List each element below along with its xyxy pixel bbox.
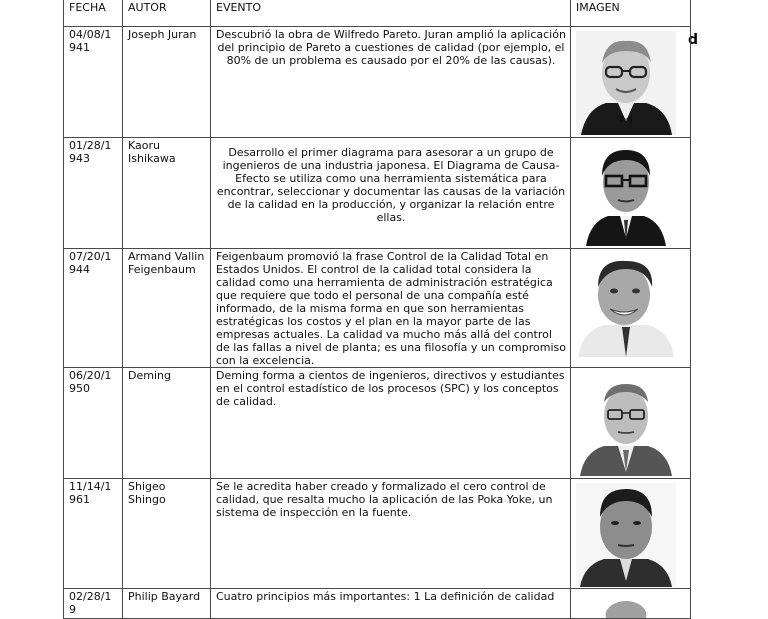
juran-photo [575,31,677,135]
header-image: IMAGEN [571,0,691,27]
table-row [64,589,691,619]
quality-history-table [63,0,691,619]
row-date: 11/14/1961 [64,479,123,589]
table-row [64,479,691,589]
row-event: Descubrió la obra de Wilfredo Pareto. Juran amplió la aplicación del principio de Pareto a cuestiones de calidad (por ejemplo, el 80% de un problema es causado por el 20% de las causas). [211,27,571,138]
ishikawa-photo [575,142,677,246]
feigenbaum-photo [575,253,677,357]
header-author: AUTOR [123,0,211,27]
row-author: Kaoru Ishikawa [123,138,211,249]
row-author: Deming [123,368,211,479]
row-date: 07/20/1944 [64,249,123,368]
row-date: 04/08/1941 [64,27,123,138]
table-header-row [64,0,691,27]
row-date: 01/28/1943 [64,138,123,249]
row-date: 06/20/1950 [64,368,123,479]
row-image-cell [571,138,691,249]
table-row [64,138,691,249]
row-image-cell [571,368,691,479]
table-row [64,249,691,368]
row-author: Shigeo Shingo [123,479,211,589]
header-event: EVENTO [211,0,571,27]
row-event: Deming forma a cientos de ingenieros, directivos y estudiantes en el control estadístico de los procesos (SPC) y los conceptos de calidad. [211,368,571,479]
row-date: 02/28/19 [64,589,123,619]
row-image-cell [571,27,691,138]
header-date: FECHA [64,0,123,27]
row-event: Feigenbaum promovió la frase Control de la Calidad Total en Estados Unidos. El control de la calidad total considera la calidad como una herramienta de administración estratégica que requiere que todo el personal de una compañía esté informado, de la misma forma en que son herramientas estratégicas los costos y el plan en la mayor parte de las empresas actuales. La calidad va mucho más allá del control de las fallas a nivel de planta; es una filosofía y un compromiso con la excelencia. [211,249,571,368]
row-image-cell [571,249,691,368]
row-event: Se le acredita haber creado y formalizado el cero control de calidad, que resalta mucho la aplicación de las Poka Yoke, un sistema de inspección en la fuente. [211,479,571,589]
table-row [64,27,691,138]
row-author: Armand Vallin Feigenbaum [123,249,211,368]
crosby-photo [575,593,677,619]
table-row [64,368,691,479]
row-author: Philip Bayard [123,589,211,619]
row-event: Cuatro principios más importantes: 1 La definición de calidad [211,589,571,619]
row-image-cell [571,479,691,589]
row-event: Desarrollo el primer diagrama para asesorar a un grupo de ingenieros de una industria japonesa. El Diagrama de Causa-Efecto se utiliza como una herramienta sistemática para encontrar, seleccionar y documentar las causas de la variación de la calidad en la producción, y organizar la relación entre ellas. [211,138,571,249]
shingo-photo [575,483,677,587]
row-author: Joseph Juran [123,27,211,138]
row-image-cell [571,589,691,619]
cut-off-heading-fragment: d [688,32,699,48]
deming-photo [575,372,677,476]
